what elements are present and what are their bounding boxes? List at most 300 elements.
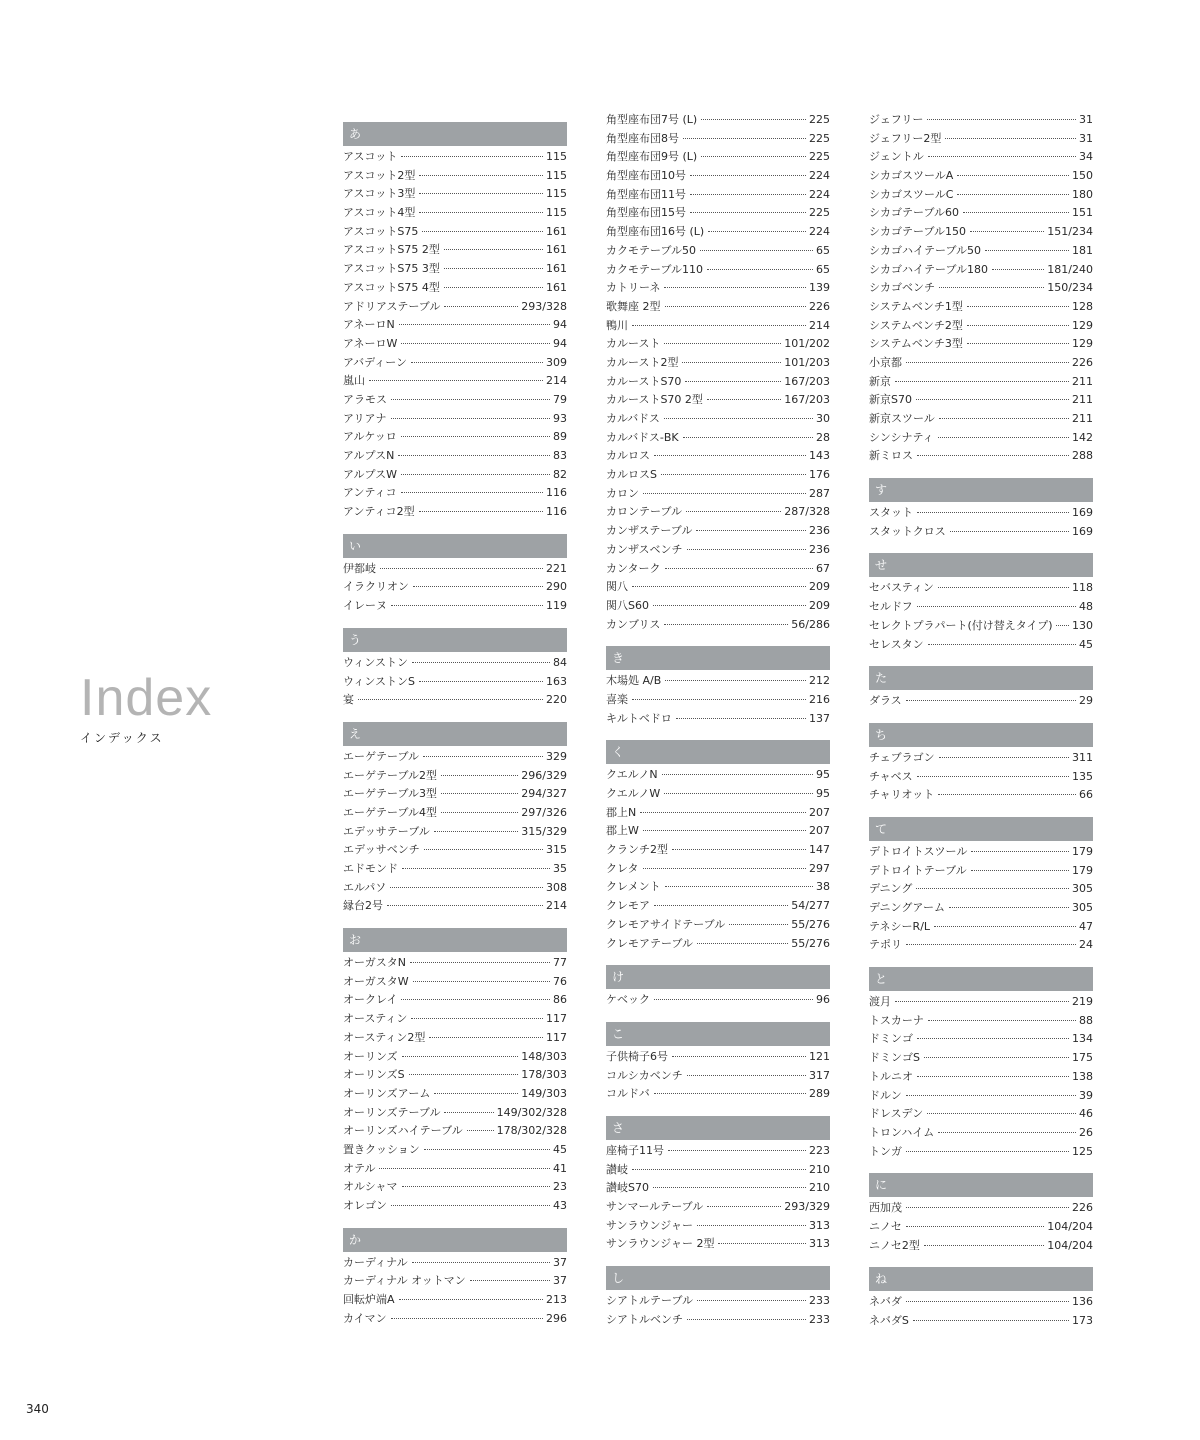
entry-page: 93 <box>553 411 567 425</box>
entry-name: 西加茂 <box>869 1201 902 1215</box>
dot-leader <box>906 944 1076 945</box>
index-entry <box>343 316 567 335</box>
entry-name: カルバドス <box>606 412 660 425</box>
entry-page: 311 <box>1072 750 1093 764</box>
entry-page: 128 <box>1072 299 1093 313</box>
entry-name: システムベンチ1型 <box>869 299 963 313</box>
entry-name: アリアナ <box>343 411 387 425</box>
entry-page: 88 <box>1079 1013 1093 1027</box>
dot-leader <box>654 905 788 906</box>
entry-page: 56/286 <box>791 617 830 631</box>
index-entry <box>343 260 567 279</box>
entry-page: 305 <box>1072 882 1093 896</box>
entry-page: 45 <box>1079 637 1093 651</box>
entry-page: 117 <box>546 1012 567 1026</box>
entry-page: 176 <box>809 468 830 482</box>
dot-leader <box>402 1056 519 1057</box>
dot-leader <box>992 269 1044 270</box>
section-header: す <box>869 478 1093 502</box>
dot-leader <box>444 249 543 250</box>
dot-leader <box>423 756 543 757</box>
section-header: か <box>343 1228 567 1252</box>
index-entry <box>606 204 830 223</box>
dot-leader <box>434 831 519 832</box>
entry-page: 115 <box>546 168 567 182</box>
dot-leader <box>401 474 550 475</box>
index-entry <box>606 1067 830 1086</box>
entry-name: クレメント <box>606 880 661 894</box>
entry-name: アバディーン <box>343 355 408 369</box>
entry-page: 161 <box>546 243 567 257</box>
dot-leader <box>441 793 518 794</box>
dot-leader <box>643 493 806 494</box>
entry-name: 鴨川 <box>606 318 628 332</box>
entry-name: コルシカベンチ <box>606 1068 683 1082</box>
index-section <box>343 628 567 710</box>
index-entry <box>869 1312 1093 1331</box>
entry-page: 294/327 <box>521 787 567 801</box>
dot-leader <box>661 474 806 475</box>
entry-page: 129 <box>1072 318 1093 332</box>
index-entry <box>606 317 830 336</box>
index-entry <box>869 1199 1093 1218</box>
dot-leader <box>696 530 806 531</box>
entry-name: シカゴテーブル150 <box>869 225 967 239</box>
index-section <box>343 722 567 916</box>
index-column-2 <box>606 111 830 1329</box>
entry-page: 150/234 <box>1047 281 1093 295</box>
entry-name: カルースト2型 <box>606 355 679 369</box>
entry-page: 209 <box>809 580 830 594</box>
entry-page: 151 <box>1072 206 1093 220</box>
entry-name: クエルノN <box>606 768 658 782</box>
dot-leader <box>358 699 543 700</box>
entry-page: 129 <box>1072 337 1093 351</box>
entry-name: アンティコ2型 <box>343 505 415 519</box>
entry-name: アルケッロ <box>343 430 397 444</box>
index-section <box>606 965 830 1010</box>
entry-name: チェブラゴン <box>869 750 935 764</box>
index-entry <box>606 1198 830 1217</box>
entry-page: 211 <box>1072 412 1093 425</box>
entry-name: 木場処 A/B <box>606 674 662 688</box>
index-entry <box>343 973 567 992</box>
entry-page: 139 <box>809 281 830 295</box>
index-entry <box>606 560 830 579</box>
index-entry <box>343 1085 567 1104</box>
dot-leader <box>938 1132 1076 1133</box>
dot-leader <box>470 1280 550 1281</box>
entry-page: 287/328 <box>784 505 830 519</box>
section-header: て <box>869 817 1093 841</box>
section-header: お <box>343 928 567 952</box>
index-column-3 <box>869 111 1093 1331</box>
entry-name: セレスタン <box>869 637 924 651</box>
dot-leader <box>672 849 806 850</box>
dot-leader <box>934 926 1076 927</box>
entry-page: 136 <box>1072 1295 1093 1309</box>
dot-leader <box>687 1075 806 1076</box>
entry-page: 29 <box>1079 694 1093 708</box>
index-entry <box>869 1105 1093 1124</box>
dot-leader <box>967 306 1069 307</box>
section-header: け <box>606 965 830 989</box>
section-header: く <box>606 740 830 764</box>
index-entry <box>869 617 1093 636</box>
entry-name: カロンテーブル <box>606 505 683 519</box>
entry-name: シアトルテーブル <box>606 1294 694 1308</box>
entry-page: 179 <box>1072 863 1093 877</box>
dot-leader <box>672 1056 806 1057</box>
index-entry <box>606 373 830 392</box>
entry-name: イラクリオン <box>343 580 409 594</box>
entry-name: アルプスN <box>343 449 395 462</box>
index-entry <box>869 410 1093 429</box>
index-entry <box>343 560 567 579</box>
dot-leader <box>917 776 1069 777</box>
dot-leader <box>686 511 781 512</box>
entry-page: 46 <box>1079 1107 1093 1121</box>
entry-name: クレモアサイドテーブル <box>606 917 726 931</box>
entry-page: 28 <box>816 430 830 444</box>
entry-name: シカゴテーブル60 <box>869 206 960 220</box>
index-entry <box>606 804 830 823</box>
index-entry <box>343 1178 567 1197</box>
index-entry <box>606 503 830 522</box>
entry-page: 161 <box>546 224 567 238</box>
index-entry <box>606 1217 830 1236</box>
entry-page: 161 <box>546 262 567 276</box>
index-entry <box>343 860 567 879</box>
entry-name: オーガスタN <box>343 956 407 970</box>
dot-leader <box>690 175 806 176</box>
entry-page: 211 <box>1072 393 1093 407</box>
index-section <box>869 111 1093 466</box>
dot-leader <box>665 306 807 307</box>
dot-leader <box>924 1057 1069 1058</box>
entry-name: クランチ2型 <box>606 843 668 857</box>
index-entry <box>343 148 567 167</box>
entry-name: スタットクロス <box>869 524 946 538</box>
index-entry <box>869 429 1093 448</box>
index-entry <box>606 279 830 298</box>
index-entry <box>343 185 567 204</box>
dot-leader <box>938 437 1069 438</box>
index-entry <box>343 466 567 485</box>
entry-name: 角型座布団16号 (L) <box>606 225 705 239</box>
dot-leader <box>632 1169 806 1170</box>
section-header: た <box>869 666 1093 690</box>
index-entry <box>343 897 567 916</box>
index-section <box>606 1266 830 1329</box>
index-entry <box>606 916 830 935</box>
dot-leader <box>398 455 550 456</box>
index-entry <box>343 503 567 522</box>
entry-page: 94 <box>553 318 567 332</box>
index-entry <box>343 1066 567 1085</box>
entry-name: ジェフリー <box>869 113 924 126</box>
dot-leader <box>424 1149 550 1150</box>
entry-page: 117 <box>546 1030 567 1044</box>
index-entry <box>869 862 1093 881</box>
index-entry <box>869 1030 1093 1049</box>
index-entry <box>869 354 1093 373</box>
entry-page: 83 <box>553 449 567 462</box>
entry-name: ウィンストンS <box>343 674 415 688</box>
index-entry <box>606 186 830 205</box>
dot-leader <box>906 700 1076 701</box>
index-entry <box>606 485 830 504</box>
entry-name: セレクトプラパート(付け替えタイプ) <box>869 618 1053 632</box>
index-entry <box>869 636 1093 655</box>
entry-page: 329 <box>546 749 567 763</box>
entry-name: 新京 <box>869 374 891 388</box>
entry-page: 181 <box>1072 243 1093 257</box>
dot-leader <box>643 830 806 831</box>
entry-name: エデッサベンチ <box>343 843 420 857</box>
dot-leader <box>963 212 1069 213</box>
entry-name: 讃岐S70 <box>606 1181 649 1195</box>
index-entry <box>606 578 830 597</box>
dot-leader <box>379 1168 550 1169</box>
index-entry <box>343 1122 567 1141</box>
entry-page: 55/276 <box>791 917 830 931</box>
dot-leader <box>945 138 1076 139</box>
index-section <box>606 646 830 728</box>
entry-name: カーディナル オットマン <box>343 1274 466 1288</box>
entry-page: 313 <box>809 1237 830 1251</box>
dot-leader <box>410 962 550 963</box>
dot-leader <box>411 362 543 363</box>
entry-page: 224 <box>809 169 830 183</box>
entry-page: 167/203 <box>784 393 830 407</box>
index-entry <box>869 279 1093 298</box>
entry-page: 82 <box>553 467 567 481</box>
entry-name: 郡上W <box>606 824 639 838</box>
index-entry <box>606 410 830 429</box>
index-entry <box>343 1160 567 1179</box>
entry-page: 214 <box>546 899 567 913</box>
index-section <box>869 1267 1093 1330</box>
entry-page: 95 <box>816 768 830 782</box>
index-entry <box>869 749 1093 768</box>
index-entry <box>343 1048 567 1067</box>
entry-page: 224 <box>809 187 830 201</box>
entry-page: 149/302/328 <box>496 1105 567 1119</box>
dot-leader <box>390 887 543 888</box>
entry-page: 138 <box>1072 1069 1093 1083</box>
entry-name: システムベンチ2型 <box>869 318 963 332</box>
index-entry <box>606 167 830 186</box>
dot-leader <box>906 1151 1069 1152</box>
entry-name: オースティン2型 <box>343 1030 426 1044</box>
dot-leader <box>985 250 1069 251</box>
entry-page: 54/277 <box>791 899 830 913</box>
index-entry <box>343 804 567 823</box>
index-entry <box>606 597 830 616</box>
dot-leader <box>401 436 550 437</box>
entry-name: エーゲテーブル <box>343 749 420 763</box>
index-entry <box>343 372 567 391</box>
index-entry <box>343 954 567 973</box>
index-entry <box>869 523 1093 542</box>
entry-page: 236 <box>809 542 830 556</box>
entry-name: クレモア <box>606 899 650 913</box>
entry-name: カイマン <box>343 1311 387 1325</box>
entry-page: 173 <box>1072 1314 1093 1327</box>
entry-name: 新京スツール <box>869 412 935 425</box>
dot-leader <box>939 757 1069 758</box>
entry-name: クレタ <box>606 861 639 875</box>
entry-page: 37 <box>553 1255 567 1269</box>
dot-leader <box>971 851 1069 852</box>
entry-page: 169 <box>1072 506 1093 520</box>
entry-name: テネシーR/L <box>869 919 931 933</box>
dot-leader <box>906 1207 1069 1208</box>
index-entry <box>343 428 567 447</box>
index-column-1 <box>343 122 567 1328</box>
index-entry <box>606 111 830 130</box>
entry-name: 座椅子11号 <box>606 1143 664 1157</box>
entry-name: 歌舞座 2型 <box>606 299 661 313</box>
entry-page: 179 <box>1072 844 1093 858</box>
dot-leader <box>654 1093 806 1094</box>
entry-name: アラモス <box>343 392 387 406</box>
index-entry <box>343 1029 567 1048</box>
entry-page: 84 <box>553 655 567 669</box>
dot-leader <box>971 870 1069 871</box>
entry-page: 89 <box>553 430 567 444</box>
dot-leader <box>970 231 1044 232</box>
entry-page: 130 <box>1072 618 1093 632</box>
entry-name: ドルン <box>869 1088 902 1102</box>
index-entry <box>606 466 830 485</box>
entry-name: 伊都岐 <box>343 561 376 575</box>
dot-leader <box>916 399 1069 400</box>
entry-page: 66 <box>1079 788 1093 802</box>
entry-name: デニング <box>869 882 913 896</box>
index-entry <box>343 204 567 223</box>
index-entry <box>606 841 830 860</box>
dot-leader <box>687 1319 806 1320</box>
dot-leader <box>718 1243 806 1244</box>
entry-name: カロン <box>606 486 639 500</box>
entry-page: 309 <box>546 355 567 369</box>
entry-name: アスコットS75 2型 <box>343 243 440 257</box>
dot-leader <box>917 512 1069 513</box>
entry-name: オーリンズS <box>343 1068 405 1082</box>
entry-page: 308 <box>546 880 567 894</box>
dot-leader <box>697 943 788 944</box>
entry-name: オレゴン <box>343 1199 387 1212</box>
entry-page: 143 <box>809 449 830 463</box>
index-entry <box>343 279 567 298</box>
index-entry <box>343 1254 567 1273</box>
entry-name: 関八 <box>606 580 628 594</box>
dot-leader <box>653 1187 806 1188</box>
entry-name: アスコット2型 <box>343 168 416 182</box>
entry-page: 315/329 <box>521 824 567 838</box>
dot-leader <box>467 1130 494 1131</box>
entry-name: カルーストS70 <box>606 374 682 388</box>
entry-page: 104/204 <box>1047 1219 1093 1233</box>
entry-page: 209 <box>809 598 830 612</box>
entry-page: 287 <box>809 486 830 500</box>
entry-page: 95 <box>816 787 830 800</box>
entry-name: カンブリス <box>606 617 661 631</box>
dot-leader <box>697 1300 806 1301</box>
dot-leader <box>967 343 1069 344</box>
entry-name: 角型座布団15号 <box>606 206 686 220</box>
dot-leader <box>419 193 543 194</box>
entry-name: アスコット <box>343 150 398 163</box>
entry-name: アスコット4型 <box>343 206 416 220</box>
dot-leader <box>632 699 806 700</box>
index-entry <box>343 879 567 898</box>
index-entry <box>606 261 830 280</box>
index-entry <box>343 484 567 503</box>
entry-page: 290 <box>546 580 567 594</box>
entry-name: 角型座布団11号 <box>606 187 686 201</box>
dot-leader <box>643 868 806 869</box>
index-entry <box>869 1293 1093 1312</box>
entry-name: カーディナル <box>343 1255 408 1269</box>
index-entry <box>869 1087 1093 1106</box>
entry-page: 178/302/328 <box>496 1124 567 1138</box>
dot-leader <box>444 268 543 269</box>
dot-leader <box>957 175 1069 176</box>
entry-name: エーゲテーブル3型 <box>343 787 438 801</box>
dot-leader <box>1056 625 1069 626</box>
dot-leader <box>419 212 543 213</box>
entry-name: オーガスタW <box>343 974 409 988</box>
entry-page: 175 <box>1072 1051 1093 1065</box>
index-entry <box>869 786 1093 805</box>
entry-name: ケベック <box>606 993 650 1007</box>
entry-name: オースティン <box>343 1012 408 1026</box>
index-entry <box>343 410 567 429</box>
entry-page: 149/303 <box>521 1086 567 1100</box>
dot-leader <box>957 194 1069 195</box>
entry-name: クエルノW <box>606 787 661 800</box>
dot-leader <box>380 568 543 569</box>
index-subtitle: インデックス <box>80 731 164 745</box>
entry-name: デニングアーム <box>869 901 946 914</box>
index-entry <box>606 878 830 897</box>
entry-name: デトロイトスツール <box>869 844 968 858</box>
dot-leader <box>412 1262 550 1263</box>
dot-leader <box>950 531 1069 532</box>
entry-page: 225 <box>809 113 830 126</box>
entry-page: 121 <box>809 1049 830 1063</box>
entry-name: ニノセ2型 <box>869 1238 920 1252</box>
entry-page: 305 <box>1072 901 1093 914</box>
index-entry <box>869 880 1093 899</box>
entry-page: 212 <box>809 674 830 688</box>
entry-name: 縁台2号 <box>343 899 383 913</box>
index-entry <box>869 1068 1093 1087</box>
index-entry <box>343 823 567 842</box>
index-entry <box>343 1310 567 1329</box>
dot-leader <box>917 606 1076 607</box>
index-entry <box>343 991 567 1010</box>
dot-leader <box>399 1299 543 1300</box>
entry-page: 223 <box>809 1143 830 1157</box>
index-entry <box>343 447 567 466</box>
index-entry <box>606 1235 830 1254</box>
index-entry <box>343 1197 567 1216</box>
entry-name: アネーロW <box>343 336 398 350</box>
